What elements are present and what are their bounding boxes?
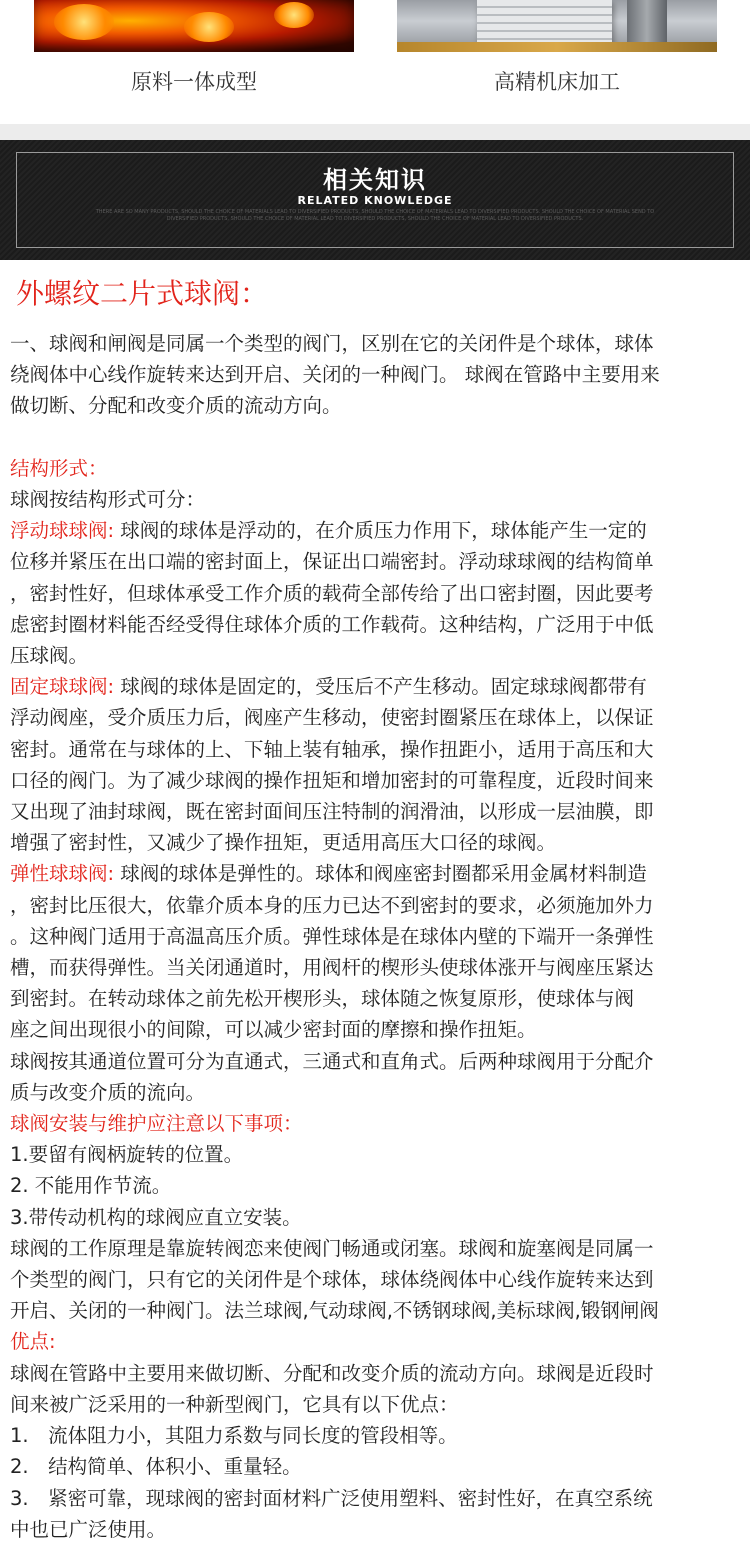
article-line <box>10 453 745 484</box>
article-line <box>10 983 745 1014</box>
line-text: 间来被广泛采用的一种新型阀门，它具有以下优点： <box>10 1392 459 1416</box>
machining-caption: 高精机床加工 <box>494 70 620 94</box>
line-text: 个类型的阀门，只有它的关闭件是个球体，球体绕阀体中心线作旋转来达到 <box>10 1268 654 1292</box>
forging-caption: 原料一体成型 <box>131 70 257 94</box>
line-text: 球阀在管路中主要用来做切断、分配和改变介质的流动方向。球阀是近段时 <box>10 1361 654 1385</box>
article-line <box>10 858 745 889</box>
line-text: 槽，而获得弹性。当关闭通道时，用阀杆的楔形头使球体涨开与阀座压紧达 <box>10 956 654 980</box>
line-text: 2. 不能用作节流。 <box>10 1174 172 1198</box>
article-line <box>10 422 745 453</box>
line-text: 3.带传动机构的球阀应直立安装。 <box>10 1205 302 1229</box>
article-line <box>10 1264 745 1295</box>
article-line <box>10 1358 745 1389</box>
line-text: 球阀按结构形式可分： <box>10 488 206 511</box>
line-text: 球阀的球体是弹性的。球体和阀座密封圈都采用金属材料制造 <box>120 862 647 886</box>
article-line <box>10 1139 745 1170</box>
article-line <box>10 359 745 390</box>
machining-photo <box>397 0 717 52</box>
article-line <box>10 1202 745 1233</box>
section-label: 球阀安装与维护应注意以下事项： <box>10 1112 303 1136</box>
article-line <box>10 702 745 733</box>
article-line <box>10 1077 745 1108</box>
line-text: ，密封性好，但球体承受工作介质的载荷全部传给了出口密封圈，因此要考 <box>10 581 654 605</box>
line-text: 虑密封圈材料能否经受得住球体介质的工作载荷。这种结构，广泛用于中低 <box>10 612 654 636</box>
article-line <box>10 1483 745 1514</box>
article-heading: 外螺纹二片式球阀： <box>16 277 269 310</box>
line-text: 2. 结构简单、体积小、重量轻。 <box>10 1455 302 1479</box>
line-text: 1. 流体阻力小，其阻力系数与同长度的管段相等。 <box>10 1424 458 1448</box>
line-text: 球阀的工作原理是靠旋转阀恋来使阀门畅通或闭塞。球阀和旋塞阀是同属一 <box>10 1236 654 1260</box>
article-line <box>10 890 745 921</box>
section-label: 弹性球球阀: <box>10 862 121 886</box>
section-label: 浮动球球阀: <box>10 519 121 543</box>
banner-fine-print: THERE ARE SO MANY PRODUCTS, SHOULD THE CHOICE OF MATERIALS LEAD TO DIVERSIFIED PRODUCTS, SHOULD THE CHOICE OF MATERIALS LEAD TO DIVERSIFIED PRODUCTS. SHOULD THE CHOICE OF MATERIAL SEND TO DIVERSIFIED PRODUCTS, SHOULD THE CHOICE OF MATERIAL LEAD TO DIVERSIFIED PRODUCTS, SHOULD THE CHOICE OF MATERIAL LEAD TO DIVERSIFIED PRODUCTS. <box>95 209 655 222</box>
article-line <box>10 1514 745 1545</box>
article-line <box>10 796 745 827</box>
article-line <box>10 640 745 671</box>
banner-subtitle: RELATED KNOWLEDGE <box>297 194 453 207</box>
article-line <box>10 734 745 765</box>
line-text: 中也已广泛使用。 <box>10 1517 167 1541</box>
line-text: 位移并紧压在出口端的密封面上，保证出口端密封。浮动球球阀的结构简单 <box>10 550 654 574</box>
article-line <box>10 484 745 515</box>
section-label: 优点: <box>10 1330 56 1354</box>
article-line <box>10 1014 745 1045</box>
line-text: 1.要留有阀柄旋转的位置。 <box>10 1143 244 1167</box>
line-text: 。这种阀门适用于高温高压介质。弹性球体是在球体内壁的下端开一条弹性 <box>10 924 654 948</box>
section-divider <box>0 124 750 140</box>
article-line <box>10 578 745 609</box>
article-body <box>10 328 745 1545</box>
line-text: 压球阀。 <box>10 644 89 668</box>
line-text: 到密封。在转动球体之前先松开楔形头，球体随之恢复原形，使球体与阀 <box>10 987 635 1011</box>
line-text: 球阀按其通道位置可分为直通式，三通式和直角式。后两种球阀用于分配介 <box>10 1049 654 1073</box>
line-text: 开启、关闭的一种阀门。法兰球阀,气动球阀,不锈钢球阀,美标球阀,锻钢闸阀 <box>10 1299 659 1323</box>
line-text: ，密封比压很大，依靠介质本身的压力已达不到密封的要求，必须施加外力 <box>10 893 654 917</box>
line-text: 一、球阀和闸阀是同属一个类型的阀门，区别在它的关闭件是个球体，球体 <box>10 332 654 355</box>
article-line <box>10 328 745 359</box>
forging-photo <box>34 0 354 52</box>
article-line <box>10 1451 745 1482</box>
line-text: 座之间出现很小的间隙，可以减少密封面的摩擦和操作扭矩。 <box>10 1018 537 1042</box>
article-line <box>10 546 745 577</box>
article-line <box>10 1170 745 1201</box>
article-line <box>10 952 745 983</box>
line-text: 球阀的球体是浮动的，在介质压力作用下，球体能产生一定的 <box>120 519 647 543</box>
article-line <box>10 609 745 640</box>
line-text: 绕阀体中心线作旋转来达到开启、关闭的一种阀门。 球阀在管路中主要用来 <box>10 363 660 387</box>
line-text: 浮动阀座，受介质压力后，阀座产生移动，使密封圈紧压在球体上，以保证 <box>10 706 654 730</box>
article-line <box>10 390 745 421</box>
article-line <box>10 1046 745 1077</box>
article-line <box>10 1389 745 1420</box>
line-text: 密封。通常在与球体的上、下轴上装有轴承，操作扭距小，适用于高压和大 <box>10 737 654 761</box>
line-text: 球阀的球体是固定的，受压后不产生移动。固定球球阀都带有 <box>120 675 647 699</box>
line-text: 又出现了油封球阀，既在密封面间压注特制的润滑油，以形成一层油膜，即 <box>10 800 654 824</box>
article-line <box>10 671 745 702</box>
article-line <box>10 1326 745 1357</box>
line-text: 增强了密封性，又减少了操作扭矩，更适用高压大口径的球阀。 <box>10 831 557 855</box>
article-line <box>10 1420 745 1451</box>
line-text: 口径的阀门。为了减少球阀的操作扭矩和增加密封的可靠程度，近段时间来 <box>10 768 654 792</box>
section-label: 结构形式： <box>10 456 108 480</box>
article-line <box>10 1295 745 1326</box>
section-label: 固定球球阀: <box>10 675 121 699</box>
article-line <box>10 1108 745 1139</box>
line-text: 做切断、分配和改变介质的流动方向。 <box>10 394 342 418</box>
article-line <box>10 1233 745 1264</box>
article-line <box>10 765 745 796</box>
related-knowledge-banner <box>0 140 750 260</box>
article-line <box>10 515 745 546</box>
line-text: 3. 紧密可靠，现球阀的密封面材料广泛使用塑料、密封性好，在真空系统 <box>10 1486 653 1510</box>
article-line <box>10 921 745 952</box>
product-images-row <box>0 0 750 140</box>
article-line <box>10 827 745 858</box>
banner-title: 相关知识 <box>323 166 427 194</box>
line-text: 质与改变介质的流向。 <box>10 1080 206 1104</box>
